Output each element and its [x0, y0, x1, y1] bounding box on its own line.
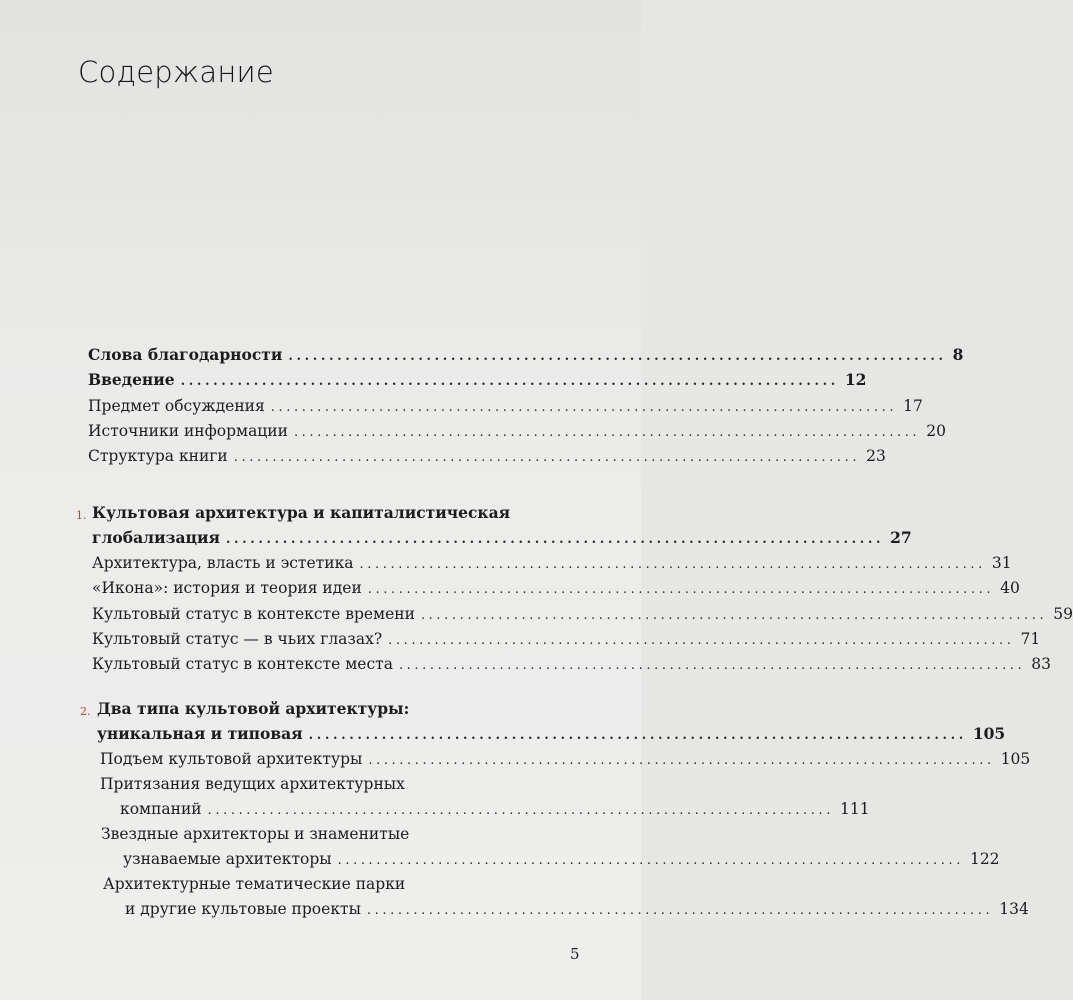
toc-entry-label: Слова благодарности	[88, 345, 283, 364]
toc-entry-introduction[interactable]	[88, 370, 867, 392]
chapter-title-line1[interactable]: Два типа культовой архитектуры:	[97, 699, 410, 718]
toc-entry-page: 105	[972, 724, 1006, 743]
toc-entry[interactable]	[120, 799, 870, 821]
toc-entry-page: 122	[969, 850, 1000, 868]
chapter-number: 2.	[80, 705, 91, 718]
toc-entry-label: и другие культовые проекты	[125, 900, 361, 918]
toc-entry-page: 20	[926, 422, 946, 440]
toc-entry-label: Культовый статус в контексте места	[92, 655, 393, 673]
toc-entry-chapter1[interactable]	[92, 528, 912, 550]
toc-leader-dots: .................................................................................	[180, 374, 839, 389]
toc-entry[interactable]	[125, 899, 1029, 921]
toc-entry-acknowledgements[interactable]	[88, 345, 964, 367]
toc-entry-page: 23	[866, 447, 886, 465]
toc-leader-dots: .................................................................................	[366, 903, 994, 918]
toc-entry-page: 71	[1020, 630, 1041, 648]
toc-entry-page: 105	[1000, 750, 1031, 768]
toc-entry-sources[interactable]	[88, 421, 946, 443]
toc-entry-label: компаний	[120, 800, 202, 818]
toc-entry-label: Культовый статус — в чьих глазах?	[92, 630, 383, 648]
toc-entry[interactable]	[92, 553, 1012, 575]
toc-leader-dots: .................................................................................	[388, 633, 1015, 648]
toc-entry-subject[interactable]	[88, 396, 923, 418]
toc-entry-label: Структура книги	[88, 447, 228, 465]
toc-entry[interactable]	[92, 654, 1052, 676]
toc-leader-dots: .................................................................................	[337, 853, 964, 868]
toc-entry-line1[interactable]: Звездные архитекторы и знаменитые	[101, 825, 410, 843]
toc-entry-line1[interactable]: Притязания ведущих архитектурных	[100, 775, 405, 793]
toc-entry-label: Введение	[88, 370, 175, 389]
toc-entry-label: узнаваемые архитекторы	[123, 850, 332, 868]
toc-entry-line1[interactable]: Архитектурные тематические парки	[103, 875, 406, 893]
toc-leader-dots: .................................................................................	[270, 400, 898, 415]
toc-entry-label: Подъем культовой архитектуры	[100, 750, 363, 768]
toc-entry-label: глобализация	[92, 528, 220, 547]
toc-leader-dots: .................................................................................	[367, 582, 995, 597]
toc-entry-page: 40	[1000, 579, 1020, 597]
toc-entry[interactable]	[92, 604, 1073, 626]
toc-leader-dots: .................................................................................	[233, 450, 861, 465]
toc-entry-label: Архитектура, власть и эстетика	[92, 554, 354, 572]
chapter-number: 1.	[76, 509, 87, 522]
toc-entry-page: 17	[903, 397, 923, 415]
toc-leader-dots: .................................................................................	[207, 803, 834, 818]
page-number: 5	[570, 945, 580, 963]
toc-entry[interactable]	[92, 629, 1041, 651]
toc-entry-page: 8	[952, 345, 964, 364]
toc-entry[interactable]	[100, 749, 1031, 771]
toc-entry[interactable]	[92, 578, 1020, 600]
toc-entry-label: уникальная и типовая	[97, 724, 303, 743]
toc-entry-page: 111	[839, 800, 870, 818]
toc-entry[interactable]	[123, 849, 1000, 871]
toc-leader-dots: .................................................................................	[308, 728, 967, 743]
toc-entry-page: 31	[991, 554, 1012, 572]
chapter-title-line1[interactable]: Культовая архитектура и капиталистическая	[92, 503, 511, 522]
toc-leader-dots: .................................................................................	[420, 608, 1048, 623]
toc-leader-dots: .................................................................................	[359, 557, 986, 572]
toc-entry-page: 59	[1053, 605, 1073, 623]
toc-entry-label: Культовый статус в контексте времени	[92, 605, 415, 623]
toc-entry-label: «Икона»: история и теория идеи	[92, 579, 362, 597]
toc-entry-label: Предмет обсуждения	[88, 397, 265, 415]
toc-entry-page: 134	[999, 900, 1029, 918]
toc-entry-page: 83	[1031, 655, 1052, 673]
toc-leader-dots: .................................................................................	[293, 425, 921, 440]
toc-entry-page: 27	[890, 528, 912, 547]
page-title: Содержание	[78, 55, 274, 89]
toc-leader-dots: .................................................................................	[225, 532, 885, 547]
toc-entry-structure[interactable]	[88, 446, 886, 468]
toc-entry-chapter2[interactable]	[97, 724, 1006, 746]
toc-leader-dots: .................................................................................	[368, 753, 995, 768]
toc-leader-dots: .................................................................................	[288, 349, 947, 364]
toc-leader-dots: .................................................................................	[398, 658, 1026, 673]
toc-entry-label: Источники информации	[88, 422, 288, 440]
toc-entry-page: 12	[844, 370, 867, 389]
